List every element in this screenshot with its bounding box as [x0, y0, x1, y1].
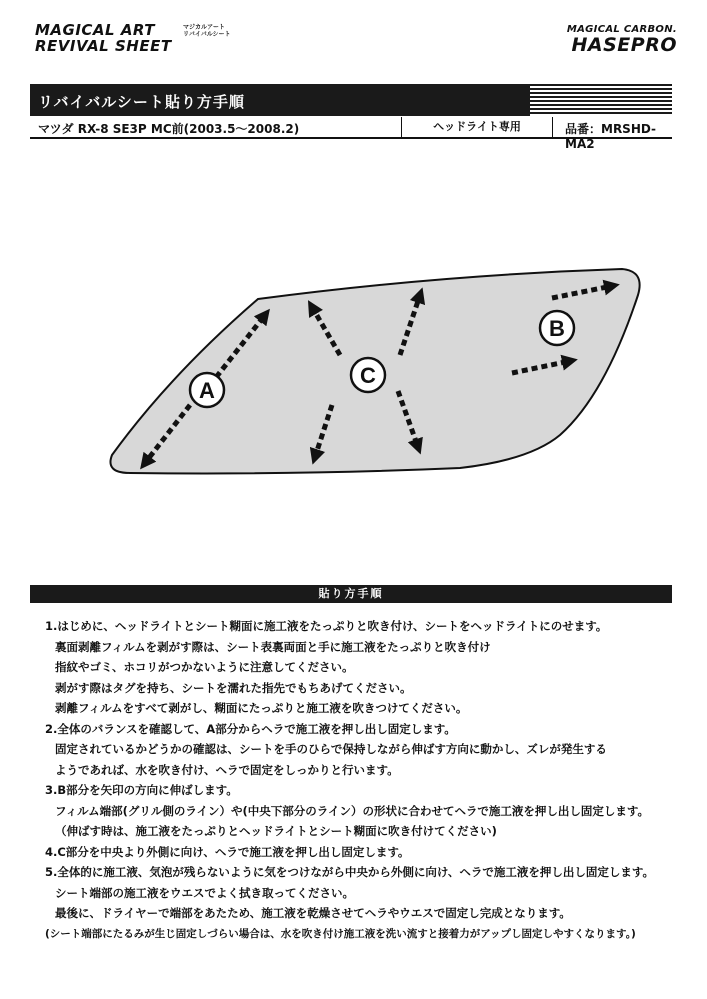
brand-line-1: MAGICAL ART: [35, 21, 156, 39]
page-title: リバイバルシート貼り方手順: [38, 93, 245, 111]
label-c-circle: [351, 358, 385, 392]
step-line: 指紋やゴミ、ホコリがつかないように注意してください。: [55, 660, 354, 674]
section-title: 貼り方手順: [30, 585, 672, 603]
label-a: A: [199, 378, 215, 403]
label-b-circle: [540, 311, 574, 345]
step-line: 4.C部分を中央より外側に向け、ヘラで施工液を押し出し固定します。: [45, 844, 410, 859]
application-type: ヘッドライト専用: [401, 117, 553, 137]
title-stripes: [530, 84, 672, 116]
step-line: 5.全体的に施工液、気泡が残らないように気をつけながら中央から外側に向け、ヘラで施工液を押し出し固定します。: [45, 865, 654, 879]
step-line: シート端部の施工液をウエスでよく拭き取ってください。: [55, 885, 354, 900]
brand-sub-2: リバイバルシート: [183, 31, 231, 38]
vehicle-model: マツダ RX-8 SE3P MC前(2003.5〜2008.2): [38, 122, 300, 136]
info-row: [30, 117, 672, 151]
step-line: 剥がす際はタグを持ち、シートを濡れた指先でもちあげてください。: [55, 680, 412, 695]
brand-magical-carbon: MAGICAL CARBON.: [566, 24, 677, 35]
instruction-steps: [45, 616, 675, 944]
brand-sub-text: [183, 24, 233, 38]
step-line: 3.B部分を矢印の方向に伸ばします。: [45, 783, 238, 797]
title-bar: [30, 84, 672, 116]
step-line: 2.全体のバランスを確認して、A部分からヘラで施工液を押し出し固定します。: [45, 721, 456, 736]
step-line: ようであれば、水を吹き付け、ヘラで固定をしっかりと行います。: [55, 762, 399, 777]
step-line: 裏面剥離フィルムを剥がす際は、シート表裏両面と手に施工液をたっぷりと吹き付け: [55, 639, 491, 654]
brand-logo-left: [35, 21, 231, 55]
step-note: (シート端部にたるみが生じ固定しづらい場合は、水を吹き付け施工液を洗い流すと接着力がアップし固定しやすくなります。): [45, 927, 636, 940]
part-number: 品番：MRSHD-MA2: [565, 122, 657, 151]
brand-line-2: REVIVAL SHEET: [35, 37, 172, 55]
brand-hasepro: HASEPRO: [571, 34, 677, 56]
label-c: C: [360, 363, 376, 388]
label-b: B: [549, 316, 565, 341]
step-line: 剥離フィルムをすべて剥がし、糊面にたっぷりと施工液を吹きつけてください。: [55, 701, 468, 715]
brand-logo-right: [567, 24, 677, 55]
step-line: 1.はじめに、ヘッドライトとシート糊面に施工液をたっぷりと吹き付け、シートをヘッドライトにのせます。: [45, 619, 608, 633]
label-a-circle: [190, 373, 224, 407]
step-line: 固定されているかどうかの確認は、シートを手のひらで保持しながら伸ばす方向に動かし、ズレが発生する: [55, 742, 607, 756]
brand-sub-1: マジカルアート: [183, 24, 225, 31]
step-line: （伸ばす時は、施工液をたっぷりとヘッドライトとシート糊面に吹き付けてください): [55, 824, 497, 838]
step-line: 最後に、ドライヤーで端部をあたため、施工液を乾燥させてヘラやウエスで固定し完成となります。: [55, 906, 571, 920]
step-line: フィルム端部(グリル側のライン）や(中央下部分のライン）の形状に合わせてヘラで施工液を押し出し固定します。: [55, 803, 650, 818]
headlight-diagram: [100, 255, 660, 480]
